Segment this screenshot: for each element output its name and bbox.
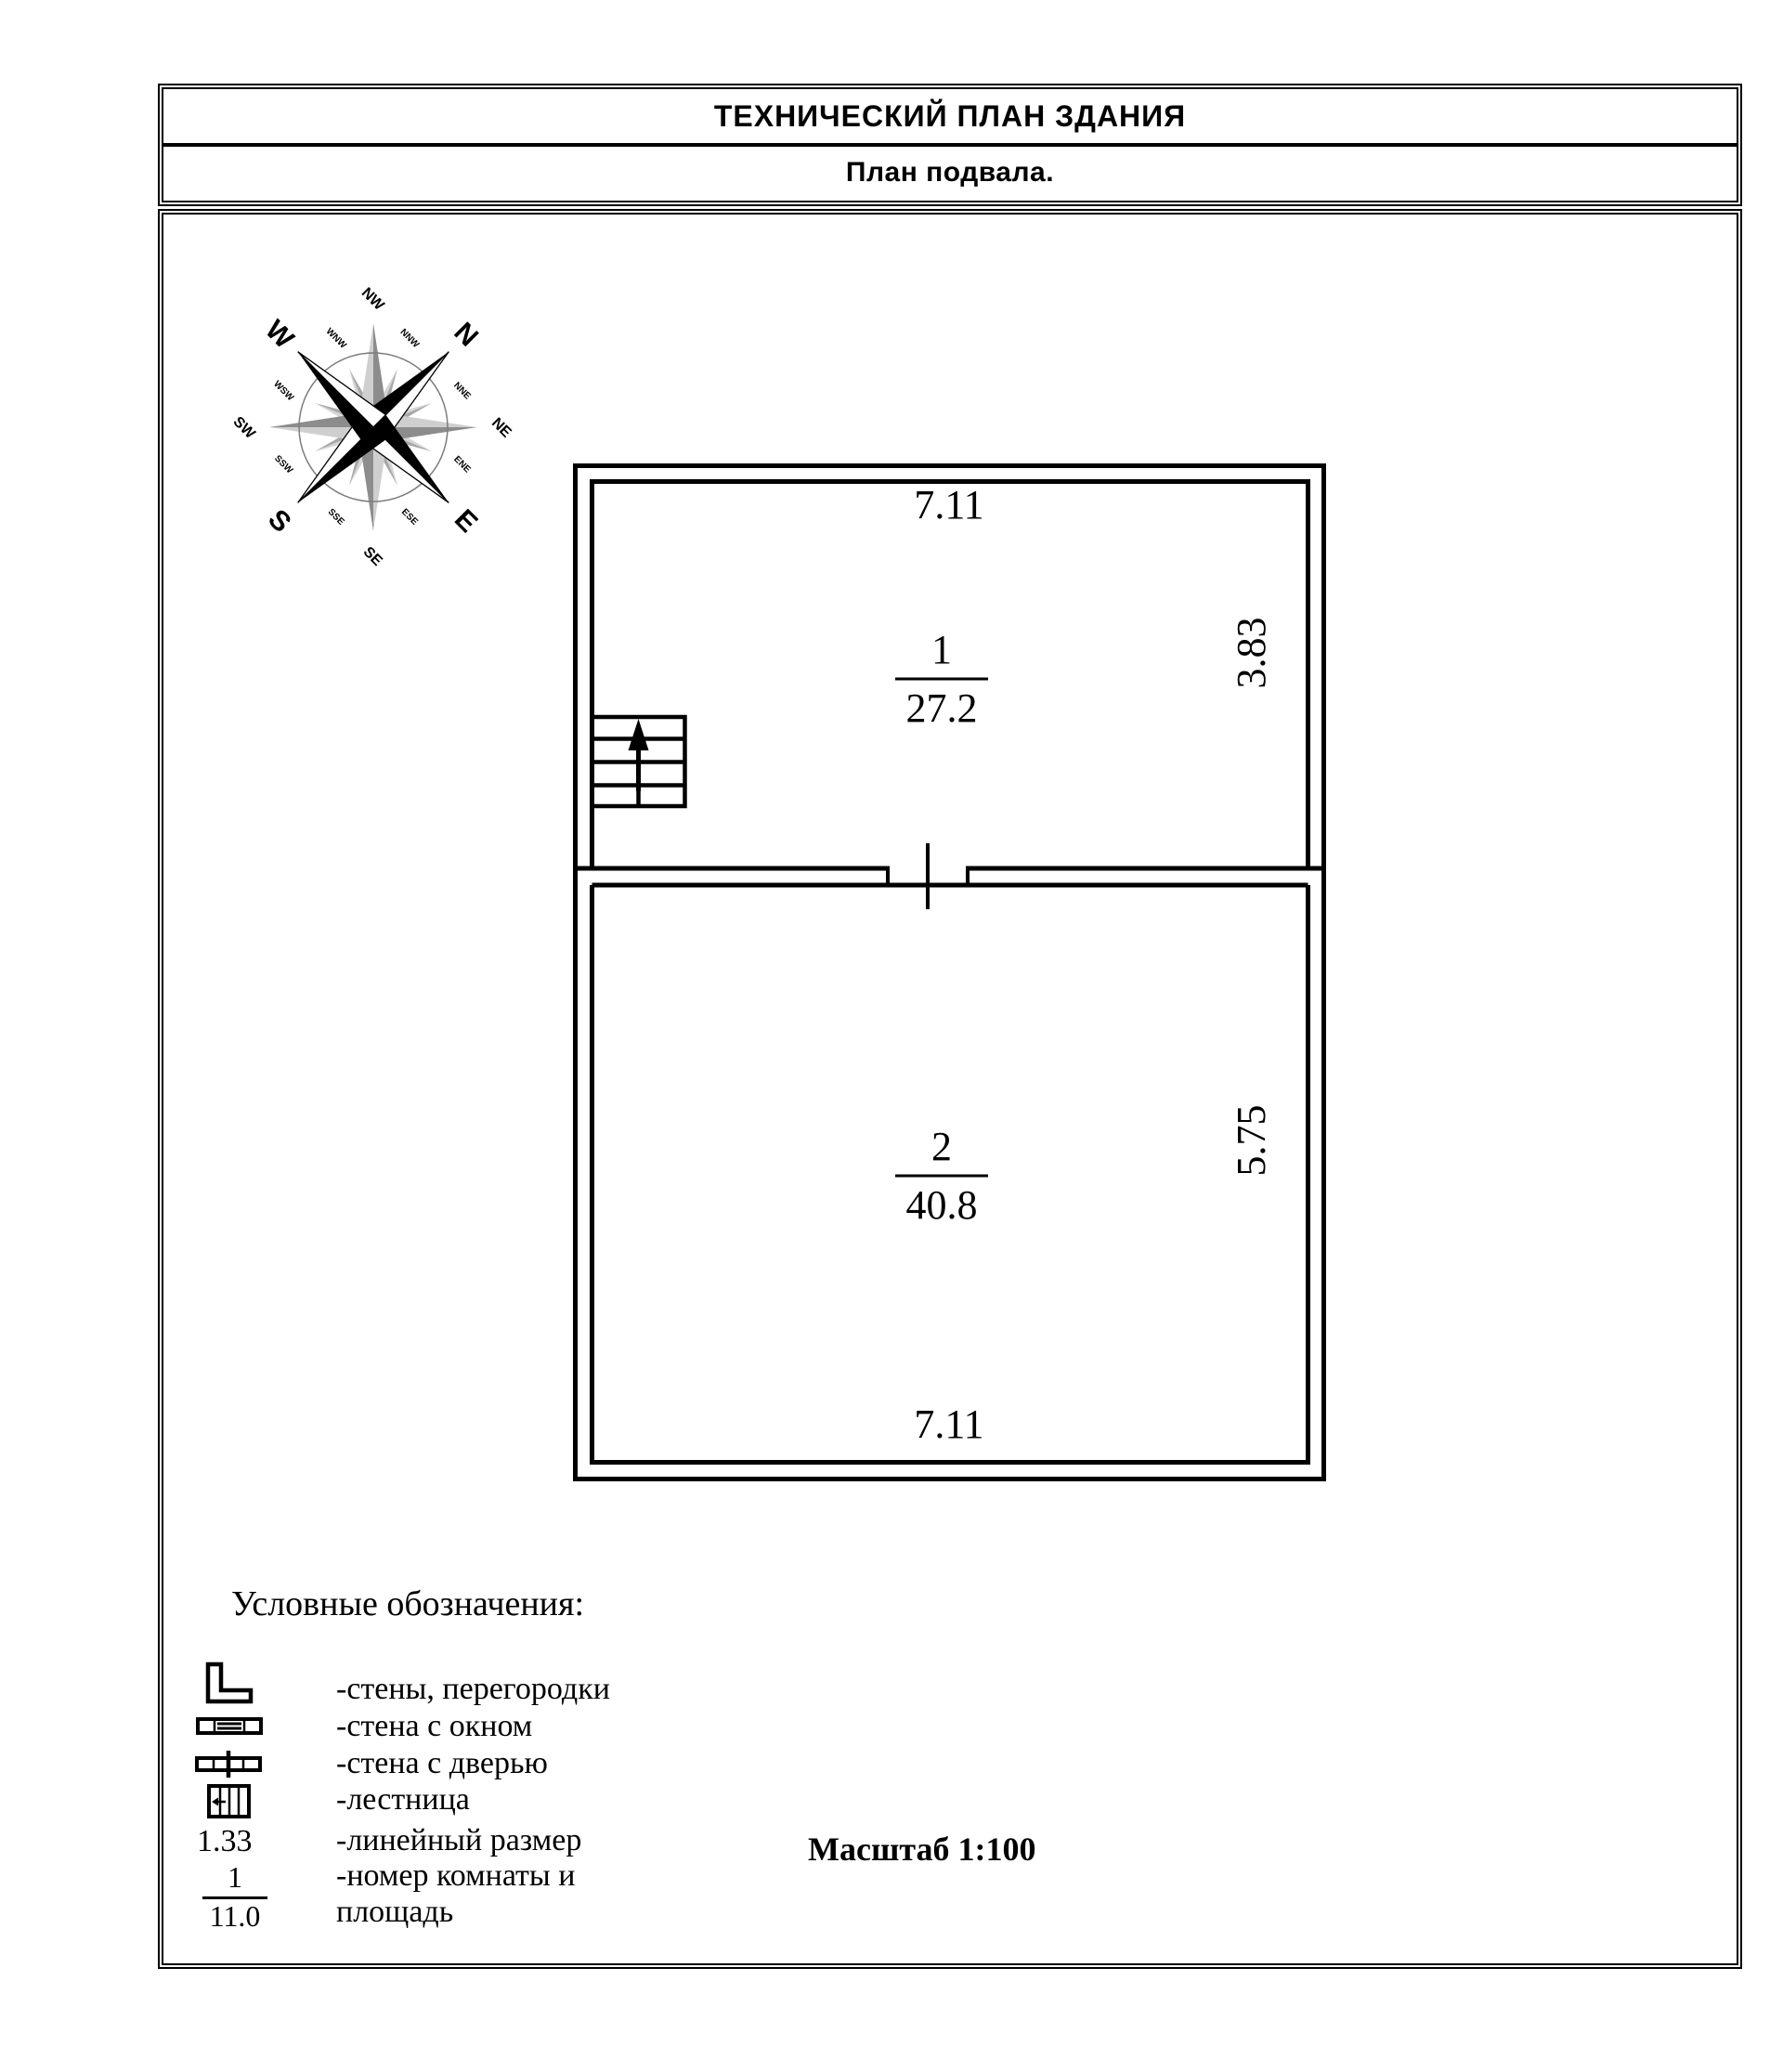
compass-label-ssw: SSW <box>272 453 295 476</box>
legend-fraction-numerator: 1 <box>228 1860 242 1894</box>
compass-label-se: SE <box>359 543 385 569</box>
room1-height-dimension: 3.83 <box>1229 617 1274 689</box>
room1-width-dimension: 7.11 <box>914 482 984 528</box>
compass-label-nnw: NNW <box>397 327 422 350</box>
legend-label-door: -стена с дверью <box>336 1746 548 1780</box>
compass-label-e: E <box>448 503 484 539</box>
legend-label-walls: -стены, перегородки <box>336 1672 610 1706</box>
compass-label-nw: NW <box>358 284 387 314</box>
room2-width-dimension: 7.11 <box>914 1401 984 1447</box>
legend-label-stairs: -лестница <box>336 1782 470 1817</box>
document-subtitle: План подвала. <box>845 157 1055 188</box>
compass-label-w: W <box>259 314 300 355</box>
legend-label-room-number-line1: -номер комнаты и <box>336 1858 576 1893</box>
legend-label-dimension: -линейный размер <box>336 1823 582 1857</box>
legend-label-room-number-line2: площадь <box>336 1895 454 1929</box>
legend-label-window: -стена с окном <box>336 1709 533 1743</box>
scale-note: Масштаб 1:100 <box>808 1831 1036 1868</box>
legend-dimension-example: 1.33 <box>197 1824 253 1858</box>
compass-label-ene: ENE <box>451 454 473 476</box>
subtitle-row <box>163 147 1737 199</box>
compass-label-ese: ESE <box>398 506 420 528</box>
room2-area: 40.8 <box>905 1182 978 1228</box>
compass-label-sw: SW <box>229 413 258 442</box>
legend-fraction-denominator: 11.0 <box>209 1899 261 1933</box>
compass-label-n: N <box>448 316 485 353</box>
compass-label-wsw: WSW <box>271 379 296 404</box>
document-title: ТЕХНИЧЕСКИЙ ПЛАН ЗДАНИЯ <box>713 98 1187 133</box>
compass-label-sse: SSE <box>325 506 346 528</box>
title-row <box>163 89 1737 147</box>
compass-label-nne: NNE <box>451 380 473 402</box>
room1-number: 1 <box>931 627 952 672</box>
compass-label-wnw: WNW <box>323 326 348 351</box>
room2-height-dimension: 5.75 <box>1229 1104 1274 1177</box>
compass-label-ne: NE <box>488 414 514 441</box>
legend-heading: Условные обозначения: <box>231 1584 585 1623</box>
compass-label-s: S <box>262 503 297 539</box>
room2-number: 2 <box>931 1124 952 1169</box>
title-block <box>158 84 1742 206</box>
room1-area: 27.2 <box>905 685 978 731</box>
